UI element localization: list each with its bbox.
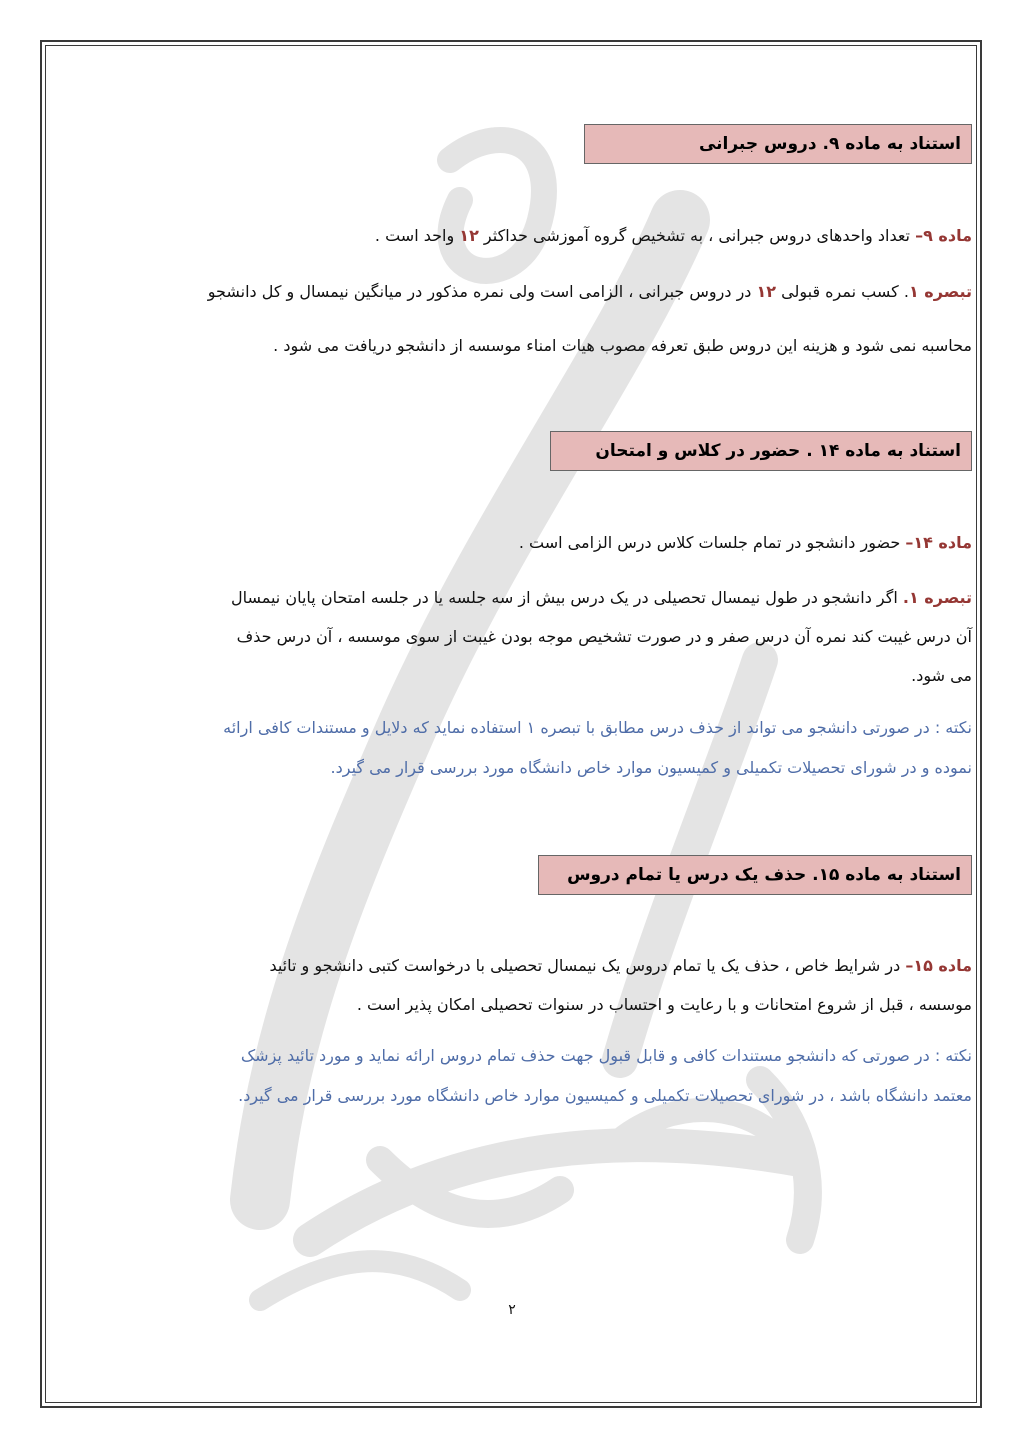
section-heading-article-14: استناد به ماده ۱۴ . حضور در کلاس و امتحان	[550, 431, 972, 471]
article-14-note-line-2: آن درس غیبت کند نمره آن درس صفر و در صورت تشخیص موجه بودن غیبت از سوی موسسه ، آن درس حذف	[236, 627, 972, 646]
article-9-note-number: ۱۲	[756, 282, 777, 301]
article-9-note-line-2: محاسبه نمی شود و هزینه این دروس طبق تعرفه مصوب هیات امناء موسسه از دانشجو دریافت می شود .	[273, 336, 972, 355]
article-15-line-1	[132, 951, 972, 981]
article-9-note-text-2: در دروس جبرانی ، الزامی است ولی نمره مذکور در میانگین نیمسال و کل دانشجو	[207, 282, 757, 301]
article-15-remark-line-2: معتمد دانشگاه باشد ، در شورای تحصیلات تکمیلی و کمیسیون موارد خاص دانشگاه مورد بررسی قرار می گیرد.	[238, 1086, 972, 1105]
article-9-number: ۱۲	[459, 226, 479, 245]
article-14-note-label: تبصره ۱.	[902, 588, 972, 607]
article-15-label: ماده ۱۵–	[905, 956, 972, 975]
article-14-note-text-1: اگر دانشجو در طول نیمسال تحصیلی در یک درس بیش از سه جلسه یا در جلسه امتحان پایان نیمسال	[230, 588, 903, 607]
article-14-note-line-3: می شود.	[911, 666, 972, 685]
article-9-note-label: تبصره ۱	[908, 282, 972, 301]
article-15-text-1: در شرایط خاص ، حذف یک یا تمام دروس یک نیمسال تحصیلی با درخواست کتبی دانشجو و تائید	[269, 956, 906, 975]
article-14-remark-line-1: نکته : در صورتی دانشجو می تواند از حذف درس مطابق با تبصره ۱ استفاده نماید که دلایل و مستندات کافی ارائه	[223, 718, 972, 737]
page-number: ۲	[508, 1302, 516, 1318]
article-15-remark-line-1: نکته : در صورتی که دانشجو مستندات کافی و قابل قبول جهت حذف تمام دروس ارائه نماید و مورد تائید پزشک	[240, 1046, 972, 1065]
article-9-paragraph	[132, 221, 972, 251]
section-heading-article-9: استناد به ماده ۹. دروس جبرانی	[584, 124, 972, 164]
article-14-label: ماده ۱۴–	[905, 533, 972, 552]
article-14-note-line-1	[132, 583, 972, 613]
article-14-text: حضور دانشجو در تمام جلسات کلاس درس الزامی است .	[518, 533, 906, 552]
article-9-end: واحد است .	[374, 226, 460, 245]
section-heading-article-15: استناد به ماده ۱۵. حذف یک درس یا تمام دروس	[538, 855, 972, 895]
article-15-line-2: موسسه ، قبل از شروع امتحانات و با رعایت و احتساب در سنوات تحصیلی امکان پذیر است .	[356, 995, 972, 1014]
article-14-paragraph	[132, 528, 972, 558]
article-9-text: تعداد واحدهای دروس جبرانی ، به تشخیص گروه آموزشی حداکثر	[478, 226, 916, 245]
article-14-remark-line-2: نموده و در شورای تحصیلات تکمیلی و کمیسیون موارد خاص دانشگاه مورد بررسی قرار می گیرد.	[330, 758, 972, 777]
article-9-label: ماده ۹–	[915, 226, 972, 245]
article-9-note-line-1	[132, 277, 972, 307]
article-9-note-text-1: . کسب نمره قبولی	[776, 282, 909, 301]
